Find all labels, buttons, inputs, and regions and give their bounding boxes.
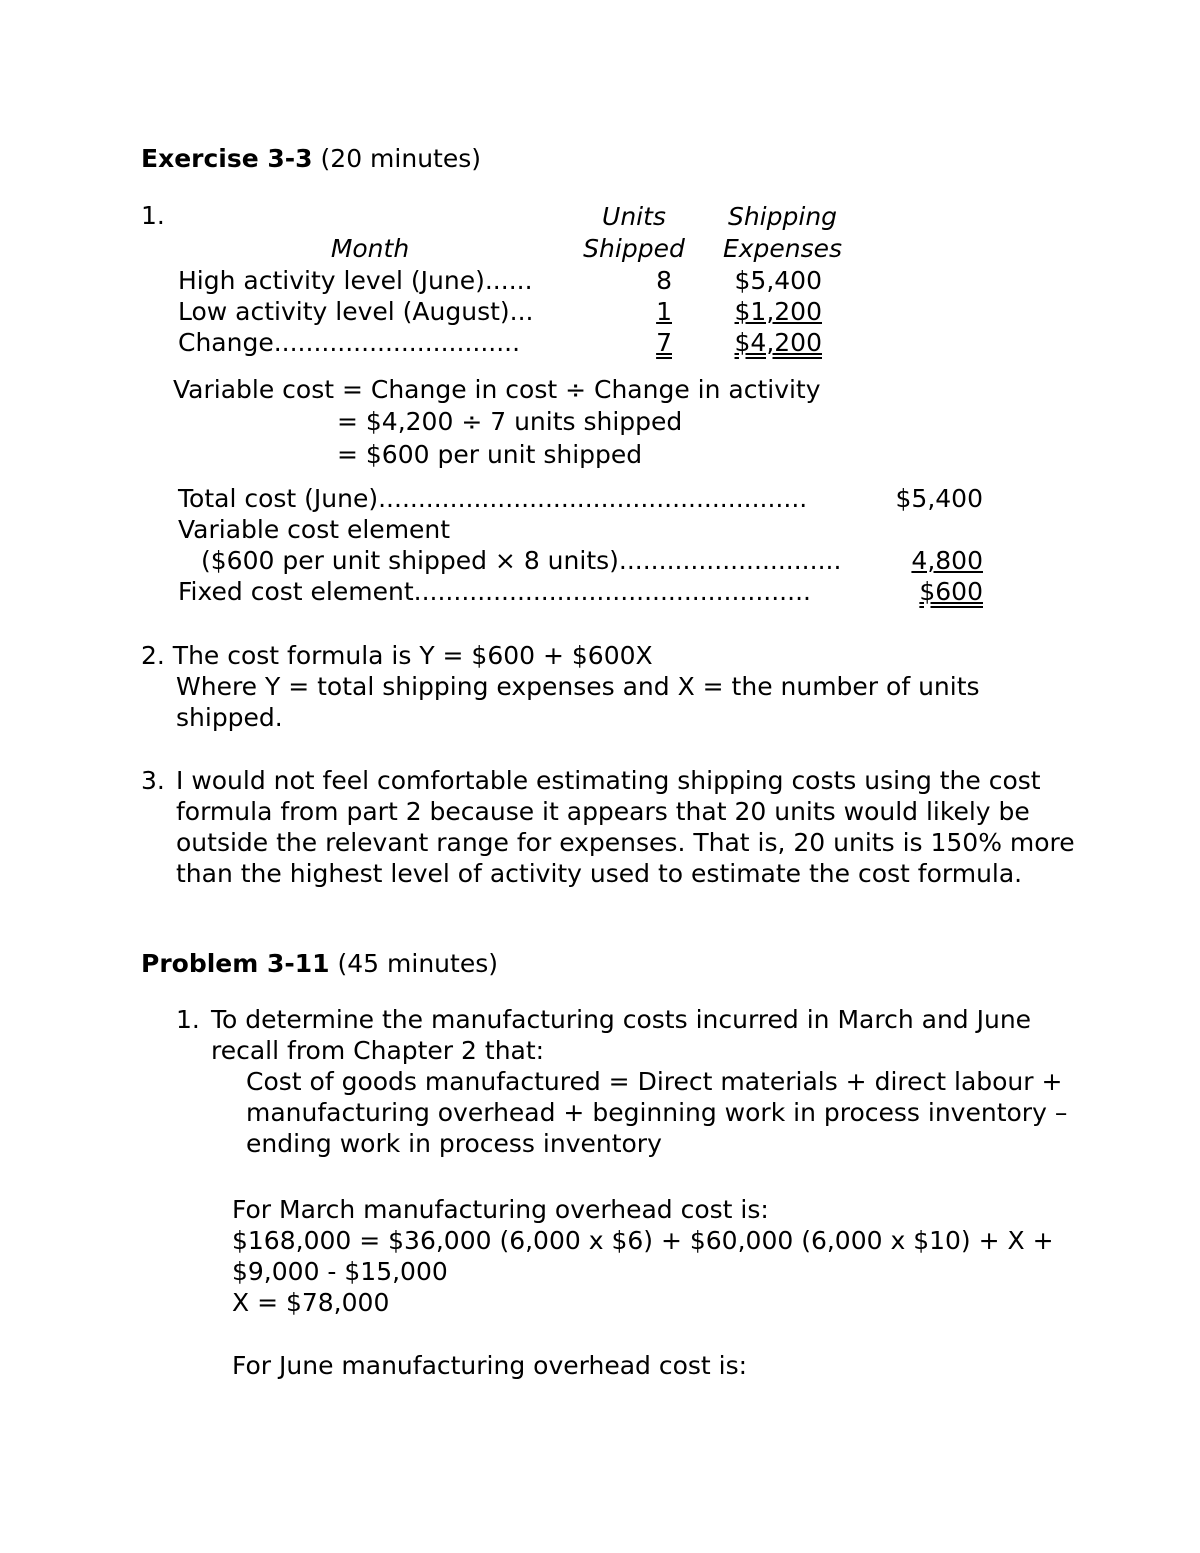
- row-change-label: Change...............................: [178, 328, 521, 357]
- row-change-expenses-cell: [700, 327, 822, 358]
- fixed-element-label: Fixed cost element..................................................: [178, 577, 811, 606]
- header-expenses-2: Expenses: [722, 234, 843, 263]
- problem-heading: [141, 948, 498, 979]
- march-line-1: For March manufacturing overhead cost is:: [232, 1195, 769, 1224]
- march-line-2: $168,000 = $36,000 (6,000 x $6) + $60,000 (6,000 x $10) + X +: [232, 1226, 1054, 1255]
- part3-line-2: formula from part 2 because it appears that 20 units would likely be: [176, 797, 1030, 826]
- formula-line-3: ending work in process inventory: [246, 1129, 662, 1158]
- problem-intro-1: To determine the manufacturing costs incurred in March and June: [211, 1005, 1032, 1034]
- part2-line-3: shipped.: [176, 703, 283, 732]
- problem-part1-number: 1.: [176, 1005, 200, 1034]
- variable-cost-line-3: = $600 per unit shipped: [337, 440, 643, 469]
- part3-line-1: I would not feel comfortable estimating shipping costs using the cost: [176, 766, 1041, 795]
- march-line-4: X = $78,000: [232, 1288, 390, 1317]
- exercise-title: Exercise 3-3: [141, 144, 313, 173]
- part2-line-1: 2. The cost formula is Y = $600 + $600X: [141, 641, 653, 670]
- formula-line-2: manufacturing overhead + beginning work in process inventory –: [246, 1098, 1068, 1127]
- header-units-1: Units: [602, 202, 666, 231]
- row-low-expenses: $1,200: [734, 297, 822, 326]
- row-change-expenses: $4,200: [734, 328, 822, 357]
- row-change-units-cell: [600, 327, 672, 358]
- variable-element-label-2: ($600 per unit shipped × 8 units)............................: [201, 546, 842, 575]
- row-low-expenses-cell: [700, 296, 822, 327]
- problem-intro-2: recall from Chapter 2 that:: [211, 1036, 545, 1065]
- row-high-expenses: $5,400: [734, 266, 822, 295]
- row-low-units-cell: [600, 296, 672, 327]
- exercise-time: (20 minutes): [320, 144, 482, 173]
- row-low-units: 1: [656, 297, 672, 326]
- part1-number: 1.: [141, 201, 165, 230]
- variable-cost-line-1: Variable cost = Change in cost ÷ Change in activity: [173, 375, 821, 404]
- total-cost-label: Total cost (June)......................................................: [178, 484, 808, 513]
- problem-time: (45 minutes): [337, 949, 498, 978]
- row-high-label: High activity level (June)......: [178, 266, 533, 295]
- march-line-3: $9,000 - $15,000: [232, 1257, 448, 1286]
- fixed-element-value-cell: [870, 576, 983, 607]
- row-high-units: 8: [656, 266, 672, 295]
- problem-title: Problem 3-11: [141, 949, 330, 978]
- variable-element-value-cell: [870, 545, 983, 576]
- fixed-element-value: $600: [919, 577, 983, 606]
- row-low-label: Low activity level (August)...: [178, 297, 534, 326]
- header-units-2: Shipped: [583, 234, 685, 263]
- part3-line-3: outside the relevant range for expenses. That is, 20 units is 150% more: [176, 828, 1075, 857]
- header-month: Month: [330, 234, 410, 263]
- part3-number: 3.: [141, 766, 165, 795]
- formula-line-1: Cost of goods manufactured = Direct materials + direct labour +: [246, 1067, 1063, 1096]
- june-line: For June manufacturing overhead cost is:: [232, 1351, 748, 1380]
- header-expenses-1: Shipping: [727, 202, 838, 231]
- total-cost-value: $5,400: [895, 484, 983, 513]
- variable-cost-line-2: = $4,200 ÷ 7 units shipped: [337, 407, 683, 436]
- variable-element-value: 4,800: [911, 546, 983, 575]
- part3-line-4: than the highest level of activity used to estimate the cost formula.: [176, 859, 1023, 888]
- row-change-units: 7: [656, 328, 672, 357]
- part2-line-2: Where Y = total shipping expenses and X = the number of units: [176, 672, 980, 701]
- variable-element-label-1: Variable cost element: [178, 515, 451, 544]
- exercise-heading: [141, 143, 481, 174]
